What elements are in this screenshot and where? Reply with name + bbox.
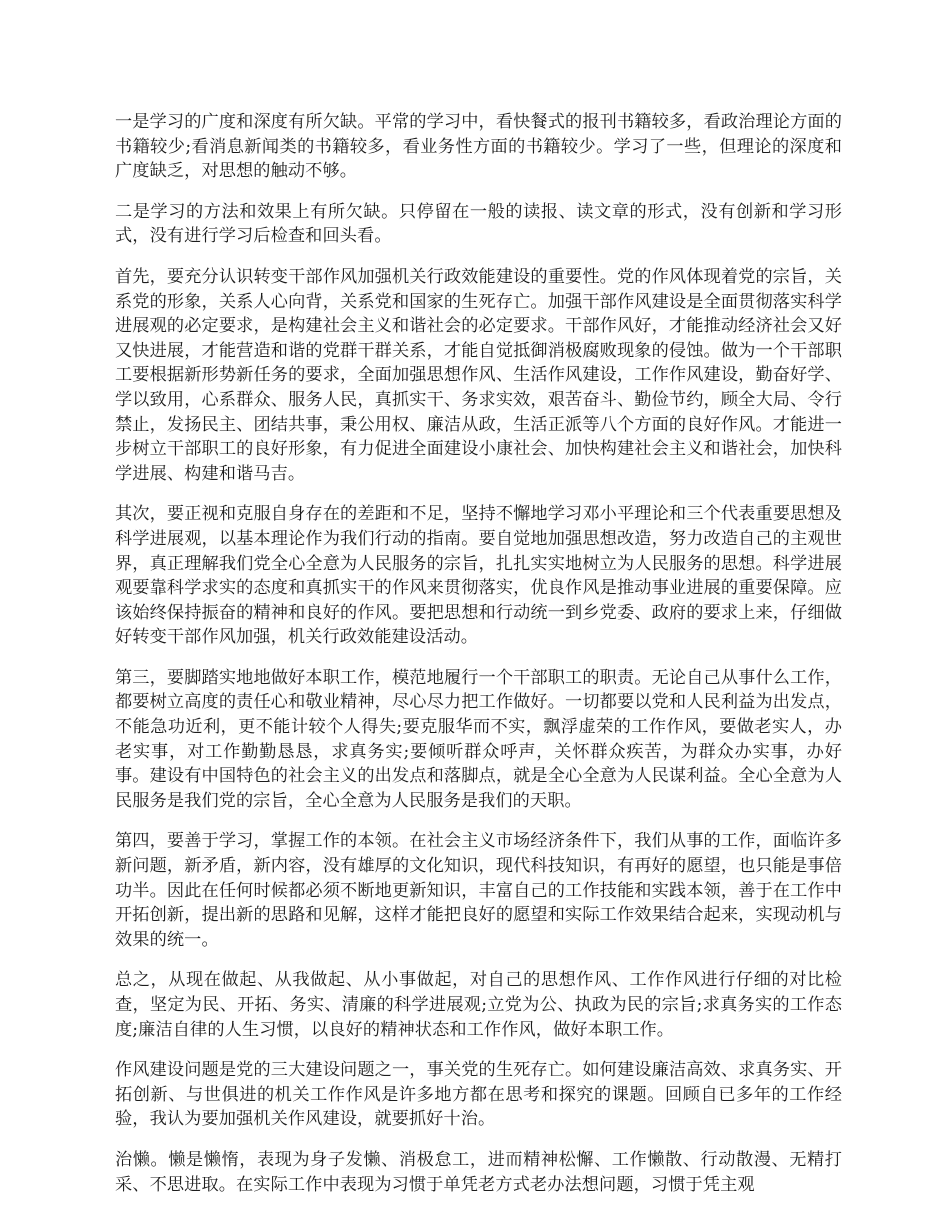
paragraph-1: 一是学习的广度和深度有所欠缺。平常的学习中，看快餐式的报刊书籍较多，看政治理论方面的书籍较少;看消息新闻类的书籍较多，看业务性方面的书籍较少。学习了一些，但理论的深度和广度缺乏，对思想的触动不够。 xyxy=(115,112,842,182)
document-body xyxy=(115,110,842,1213)
paragraph-5: 第三，要脚踏实地地做好本职工作，模范地履行一个干部职工的职责。无论自己从事什么工作，都要树立高度的责任心和敬业精神，尽心尽力把工作做好。一切都要以党和人民利益为出发点，不能急功近利，更不能计较个人得失;要克服华而不实，飘浮虚荣的工作作风，要做老实人，办老实事，对工作勤勤恳恳，求真务实;要倾听群众呼声，关怀群众疾苦，为群众办实事，办好事。建设有中国特色的社会主义的出发点和落脚点，就是全心全意为人民谋利益。全心全意为人民服务是我们党的宗旨，全心全意为人民服务是我们的天职。 xyxy=(115,667,842,811)
paragraph-4: 其次，要正视和克服自身存在的差距和不足，坚持不懈地学习邓小平理论和三个代表重要思想及科学进展观，以基本理论作为我们行动的指南。要自觉地加强思想改造，努力改造自己的主观世界，真正理解我们党全心全意为人民服务的宗旨，扎扎实实地树立为人民服务的思想。科学进展观要靠科学求实的态度和真抓实干的作风来贯彻落实，优良作风是推动事业进展的重要保障。应该始终保持振奋的精神和良好的作风。要把思想和行动统一到乡党委、政府的要求上来，仔细做好转变干部作风加强，机关行政效能建设活动。 xyxy=(115,504,842,648)
paragraph-7: 总之，从现在做起、从我做起、从小事做起，对自己的思想作风、工作作风进行仔细的对比检查，坚定为民、开拓、务实、清廉的科学进展观;立党为公、执政为民的宗旨;求真务实的工作态度;廉洁自律的人生习惯，以良好的精神状态和工作作风，做好本职工作。 xyxy=(115,970,842,1040)
paragraph-6: 第四，要善于学习，掌握工作的本领。在社会主义市场经济条件下，我们从事的工作，面临许多新问题，新矛盾，新内容，没有雄厚的文化知识，现代科技知识，有再好的愿望，也只能是事倍功半。因此在任何时候都必须不断地更新知识，丰富自己的工作技能和实践本领，善于在工作中开拓创新，提出新的思路和见解，这样才能把良好的愿望和实际工作效果结合起来，实现动机与效果的统一。 xyxy=(115,831,842,950)
paragraph-2: 二是学习的方法和效果上有所欠缺。只停留在一般的读报、读文章的形式，没有创新和学习形式，没有进行学习后检查和回头看。 xyxy=(115,201,842,247)
paragraph-8: 作风建设问题是党的三大建设问题之一，事关党的生死存亡。如何建设廉洁高效、求真务实、开拓创新、与世俱进的机关工作作风是许多地方都在思考和探究的课题。回顾自已多年的工作经验，我认为要加强机关作风建设，就要抓好十治。 xyxy=(115,1060,842,1130)
paragraph-3: 首先，要充分认识转变干部作风加强机关行政效能建设的重要性。党的作风体现着党的宗旨，关系党的形象，关系人心向背，关系党和国家的生死存亡。加强干部作风建设是全面贯彻落实科学进展观的必定要求，是构建社会主义和谐社会的必定要求。干部作风好，才能推动经济社会又好又快进展，才能营造和谐的党群干群关系，才能自觉抵御消极腐败现象的侵蚀。做为一个干部职工要根据新形势新任务的要求，全面加强思想作风、生活作风建设，工作作风建设，勤奋好学、学以致用，心系群众、服务人民，真抓实干、务求实效，艰苦奋斗、勤俭节约，顾全大局、令行禁止，发扬民主、团结共事，秉公用权、廉洁从政，生活正派等八个方面的良好作风。才能进一步树立干部职工的良好形象，有力促进全面建设小康社会、加快构建社会主义和谐社会，加快科学进展、构建和谐马吉。 xyxy=(115,266,842,484)
paragraph-9: 治懒。懒是懒惰，表现为身子发懒、消极怠工，进而精神松懈、工作懒散、行动散漫、无精打采、不思进取。在实际工作中表现为习惯于单凭老方式老办法想问题，习惯于凭主观 xyxy=(115,1149,842,1195)
